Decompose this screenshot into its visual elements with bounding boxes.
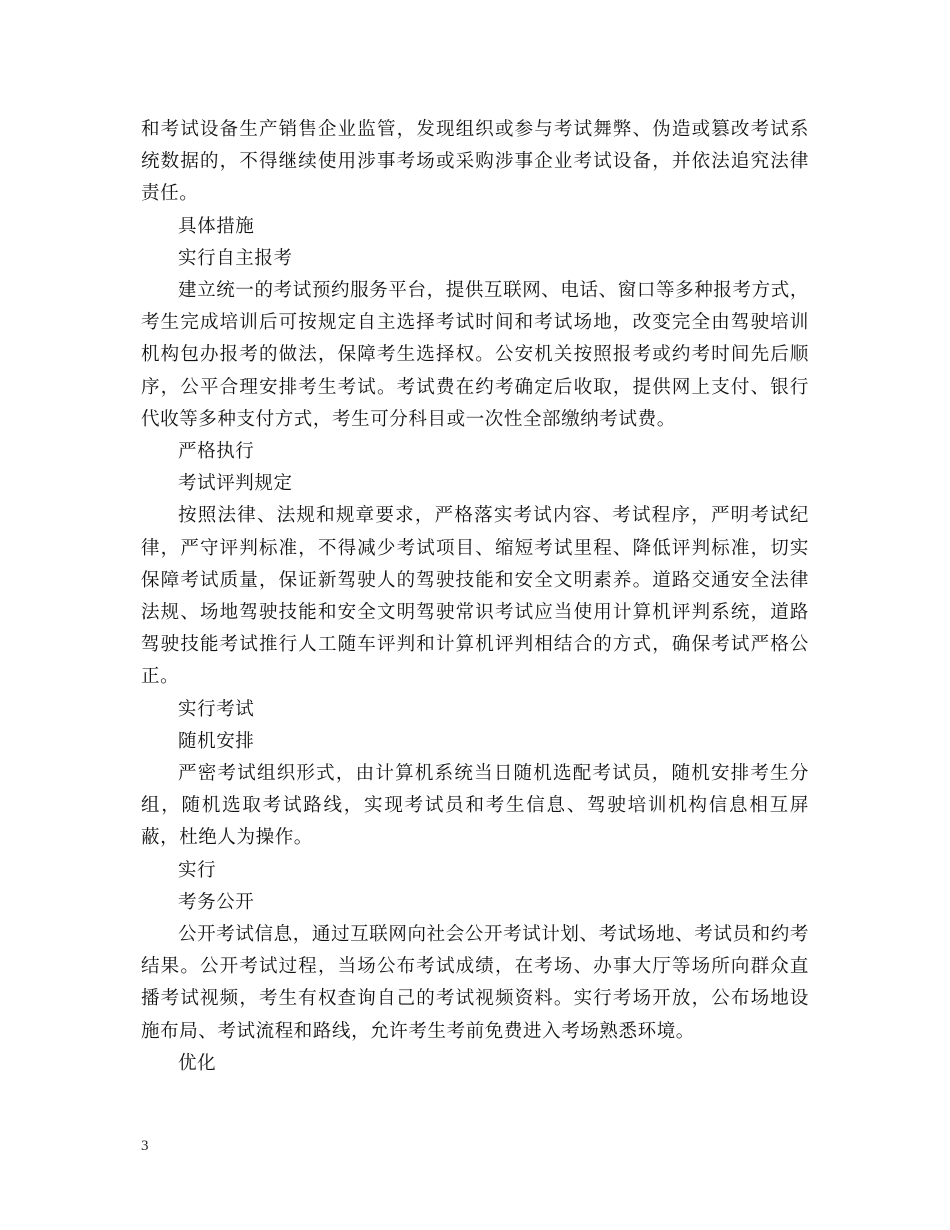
paragraph-random-arrangement: 严密考试组织形式，由计算机系统当日随机选配考试员，随机安排考生分组，随机选取考试路线，实现考试员和考生信息、驾驶培训机构信息相互屏蔽，杜绝人为操作。: [141, 763, 809, 849]
heading-exam-judging-rules: 考试评判规定: [178, 473, 293, 495]
heading-strict-execution: 严格执行: [178, 441, 255, 463]
paragraph-exam-affairs-open: 公开考试信息，通过互联网向社会公开考试计划、考试场地、考试员和约考结果。公开考试过程，当场公布考试成绩，在考场、办事大厅等场所向群众直播考试视频，考生有权查询自己的考试视频资料。实行考场开放，公布场地设施布局、考试流程和路线，允许考生考前免费进入考场熟悉环境。: [141, 924, 809, 1042]
heading-self-registration: 实行自主报考: [178, 247, 293, 269]
document-body: [141, 114, 809, 1080]
heading-implement: 实行: [178, 859, 217, 881]
paragraph-registration-platform: 建立统一的考试预约服务平台，提供互联网、电话、窗口等多种报考方式，考生完成培训后可按规定自主选择考试时间和考试场地，改变完全由驾驶培训机构包办报考的做法，保障考生选择权。公安机关按照报考或约考时间先后顺序，公平合理安排考生考试。考试费在约考确定后收取，提供网上支付、银行代收等多种支付方式，考生可分科目或一次性全部缴纳考试费。: [141, 280, 809, 430]
heading-optimize: 优化: [178, 1052, 217, 1074]
paragraph-judging-rules: 按照法律、法规和规章要求，严格落实考试内容、考试程序，严明考试纪律，严守评判标准，不得减少考试项目、缩短考试里程、降低评判标准，切实保障考试质量，保证新驾驶人的驾驶技能和安全文明素养。道路交通安全法律法规、场地驾驶技能和安全文明驾驶常识考试应当使用计算机评判系统，道路驾驶技能考试推行人工随车评判和计算机评判相结合的方式，确保考试严格公正。: [141, 505, 809, 688]
heading-exam-affairs-open: 考务公开: [178, 891, 255, 913]
heading-implement-exam: 实行考试: [178, 698, 255, 720]
heading-specific-measures: 具体措施: [178, 215, 255, 237]
heading-random-arrangement: 随机安排: [178, 730, 255, 752]
page-number: 3: [141, 1138, 149, 1154]
paragraph-continuation: 和考试设备生产销售企业监管，发现组织或参与考试舞弊、伪造或篡改考试系统数据的，不得继续使用涉事考场或采购涉事企业考试设备，并依法追究法律责任。: [141, 119, 809, 205]
